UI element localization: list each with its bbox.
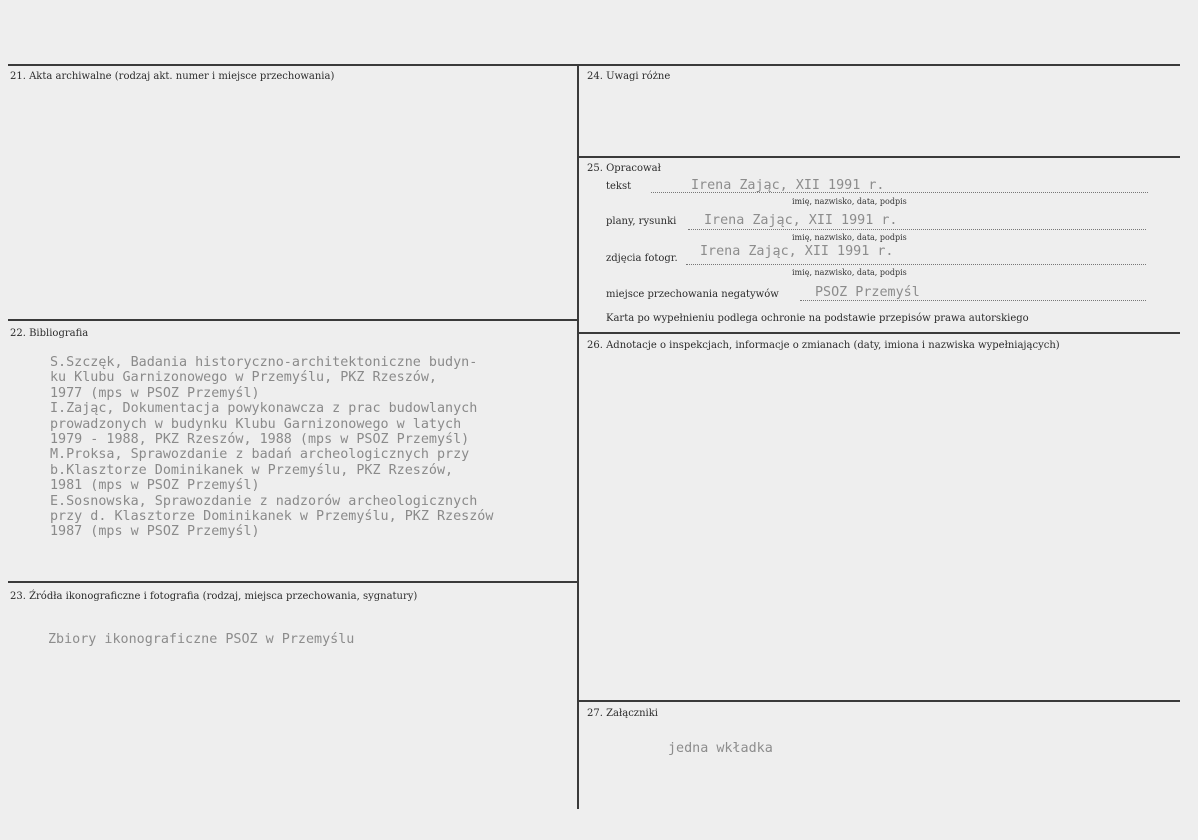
section-21-label: 21. Akta archiwalne (rodzaj akt. numer i miejsce przechowania) — [10, 71, 335, 82]
attachments-entry: jedna wkładka — [668, 741, 773, 756]
center-divider — [577, 64, 579, 809]
bibliography-line: b.Klasztorze Dominikanek w Przemyślu, PKZ Rzeszów, — [50, 462, 454, 478]
bibliography-line: 1979 - 1988, PKZ Rzeszów, 1988 (mps w PSOZ Przemyśl) — [50, 432, 470, 448]
top-border-line — [8, 64, 1180, 66]
zdjecia-caption: imię, nazwisko, data, podpis — [792, 268, 907, 277]
bibliography-line: I.Zając, Dokumentacja powykonawcza z prac budowlanych — [50, 401, 478, 417]
plany-value: Irena Zając, XII 1991 r. — [704, 213, 898, 228]
zdjecia-label: zdjęcia fotogr. — [606, 253, 678, 264]
tekst-caption: imię, nazwisko, data, podpis — [792, 197, 907, 206]
tekst-label: tekst — [606, 181, 632, 192]
bibliography-line: przy d. Klasztorze Dominikanek w Przemyślu, PKZ Rzeszów — [50, 509, 494, 525]
section-24-label: 24. Uwagi różne — [587, 71, 671, 82]
tekst-value: Irena Zając, XII 1991 r. — [691, 178, 885, 193]
divider-25-26 — [579, 332, 1180, 334]
bibliography-line: M.Proksa, Sprawozdanie z badań archeologicznych przy — [50, 447, 470, 463]
plany-label: plany, rysunki — [606, 216, 677, 227]
divider-21-22 — [8, 319, 577, 321]
plany-caption: imię, nazwisko, data, podpis — [792, 233, 907, 242]
section-26-label: 26. Adnotacje o inspekcjach, informacje o zmianach (daty, imiona i nazwiska wypełniających) — [587, 340, 1060, 351]
section-25-label: 25. Opracował — [587, 163, 661, 174]
negatives-location-label: miejsce przechowania negatywów — [606, 289, 779, 300]
plany-dotted-line — [688, 229, 1146, 230]
copyright-note: Karta po wypełnieniu podlega ochronie na podstawie przepisów prawa autorskiego — [606, 313, 1029, 324]
negatives-location-value: PSOZ Przemyśl — [815, 285, 920, 300]
divider-22-23 — [8, 581, 577, 583]
section-23-label: 23. Źródła ikonograficzne i fotografia (rodzaj, miejsca przechowania, sygnatury) — [10, 591, 418, 602]
section-22-label: 22. Bibliografia — [10, 328, 89, 339]
bibliography-line: prowadzonych w budynku Klubu Garnizonowego w latych — [50, 416, 462, 432]
divider-24-25 — [579, 156, 1180, 158]
bibliography-line: 1987 (mps w PSOZ Przemyśl) — [50, 524, 260, 540]
bibliography-line: ku Klubu Garnizonowego w Przemyślu, PKZ Rzeszów, — [50, 370, 437, 386]
section-27-label: 27. Załączniki — [587, 708, 658, 719]
bibliography-line: 1981 (mps w PSOZ Przemyśl) — [50, 478, 260, 494]
negatives-dotted-line — [800, 300, 1146, 301]
bibliography-line: 1977 (mps w PSOZ Przemyśl) — [50, 385, 260, 401]
bibliography-line: E.Sosnowska, Sprawozdanie z nadzorów archeologicznych — [50, 493, 478, 509]
zdjecia-value: Irena Zając, XII 1991 r. — [700, 244, 894, 259]
iconography-entry: Zbiory ikonograficzne PSOZ w Przemyślu — [48, 632, 355, 647]
bibliography-text — [50, 355, 493, 540]
zdjecia-dotted-line — [686, 264, 1146, 265]
divider-26-27 — [579, 700, 1180, 702]
bibliography-line: S.Szczęk, Badania historyczno-architektoniczne budyn- — [50, 355, 478, 370]
